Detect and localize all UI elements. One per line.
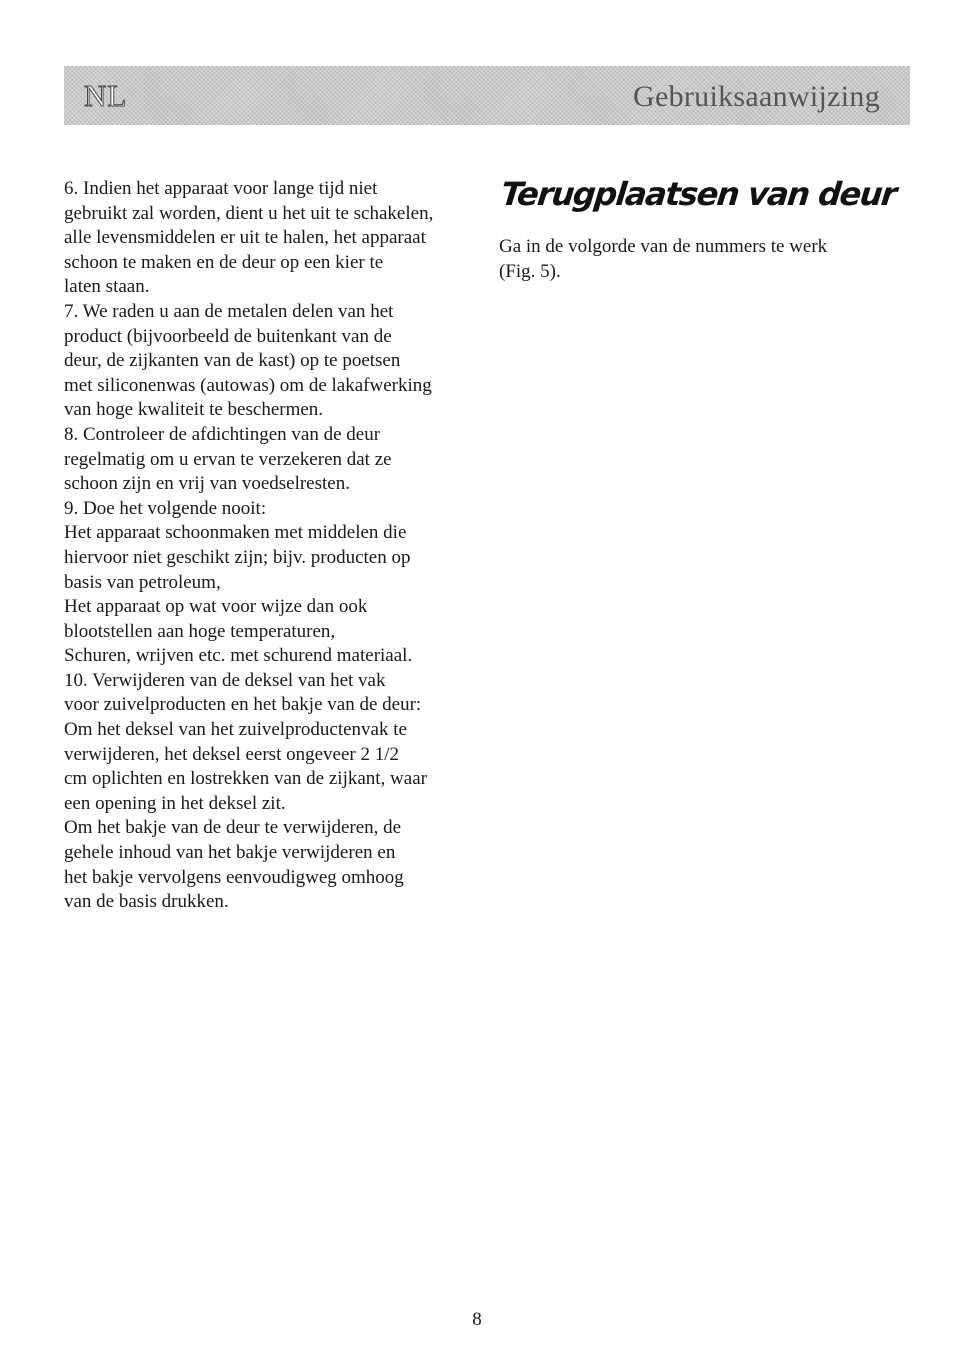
- text-line: 6. Indien het apparaat voor lange tijd niet: [64, 178, 378, 199]
- text-line: 10. Verwijderen van de deksel van het vak: [64, 669, 386, 691]
- text-line: Om het deksel van het zuivelproductenvak te: [64, 719, 407, 741]
- text-line: basis van petroleum,: [64, 571, 221, 593]
- text-line: verwijderen, het deksel eerst ongeveer 2 1/2: [64, 743, 400, 765]
- door-reinstall-section: [499, 174, 911, 284]
- maintenance-instructions: [64, 177, 484, 915]
- text-line: 7. We raden u aan de metalen delen van het: [64, 300, 394, 322]
- text-line: laten staan.: [64, 276, 150, 298]
- text-line: Om het bakje van de deur te verwijderen, de: [64, 817, 402, 839]
- language-code: NL: [84, 78, 128, 113]
- text-line: hiervoor niet geschikt zijn; bijv. producten op: [64, 546, 411, 568]
- text-line: schoon te maken en de deur op een kier te: [64, 251, 384, 273]
- text-line: cm oplichten en lostrekken van de zijkant, waar: [64, 768, 427, 790]
- text-line: van de basis drukken.: [64, 891, 229, 913]
- text-line: gebruikt zal worden, dient u het uit te schakelen,: [64, 202, 434, 224]
- text-line: gehele inhoud van het bakje verwijderen en: [64, 842, 396, 864]
- text-line: product (bijvoorbeeld de buitenkant van de: [64, 325, 392, 347]
- text-line: alle levensmiddelen er uit te halen, het apparaat: [64, 227, 426, 249]
- section-heading: Terugplaatsen van deur: [499, 175, 898, 213]
- text-line: regelmatig om u ervan te verzekeren dat ze: [64, 448, 392, 470]
- text-line: schoon zijn en vrij van voedselresten.: [64, 473, 350, 495]
- text-line: Het apparaat schoonmaken met middelen die: [64, 522, 407, 544]
- section-body: [499, 234, 911, 284]
- text-line: deur, de zijkanten van de kast) op te poetsen: [64, 350, 401, 372]
- text-line: (Fig. 5).: [499, 261, 561, 282]
- page-number: 8: [472, 1309, 482, 1330]
- text-line: Het apparaat op wat voor wijze dan ook: [64, 596, 368, 618]
- text-line: van hoge kwaliteit te beschermen.: [64, 399, 324, 421]
- manual-title: Gebruiksaanwijzing: [633, 80, 880, 113]
- header-bar: [64, 66, 910, 125]
- text-line: 8. Controleer de afdichtingen van de deur: [64, 423, 381, 445]
- text-line: blootstellen aan hoge temperaturen,: [64, 620, 336, 642]
- text-line: Schuren, wrijven etc. met schurend materiaal.: [64, 645, 413, 667]
- text-line: voor zuivelproducten en het bakje van de deur:: [64, 694, 422, 716]
- text-line: 9. Doe het volgende nooit:: [64, 497, 267, 519]
- text-line: een opening in het deksel zit.: [64, 792, 286, 814]
- text-line: met siliconenwas (autowas) om de lakafwerking: [64, 374, 432, 396]
- text-line: het bakje vervolgens eenvoudigweg omhoog: [64, 866, 404, 888]
- text-line: Ga in de volgorde van de nummers te werk: [499, 236, 828, 257]
